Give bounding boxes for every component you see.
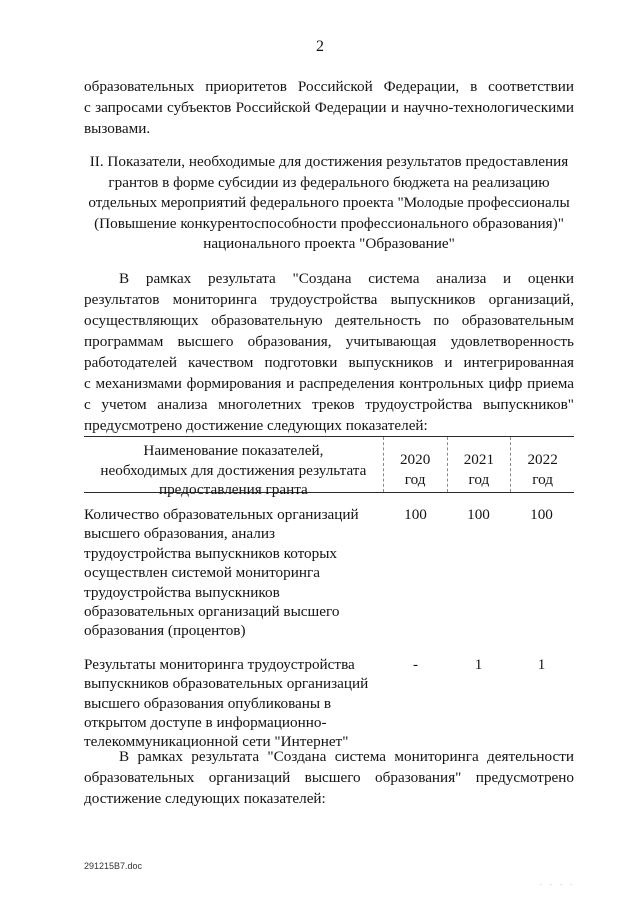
document-file-code: 291215В7.doc: [84, 861, 143, 871]
header-year-unit: год: [404, 470, 426, 488]
value-2020: 100: [404, 506, 427, 523]
text-line: осуществляющих образовательную деятельность по образовательным: [84, 312, 574, 329]
header-year-2021: [447, 437, 511, 492]
header-line: необходимых для достижения результата: [100, 461, 367, 479]
cell-line: трудоустройства выпускников которых: [84, 544, 338, 562]
text-line: В рамках результата "Создана система мониторинга деятельности: [119, 748, 574, 765]
header-year: 2021: [463, 451, 495, 468]
section-heading: [84, 152, 574, 255]
cell-line: выпускников образовательных организаций: [84, 675, 369, 693]
text-line: с механизмами формирования и распределения контрольных цифр приема: [84, 375, 574, 392]
text-line: образовательных приоритетов Российской Федерации, в соответствии: [84, 78, 574, 95]
header-year-2022: [510, 437, 574, 492]
value-2022: 1: [537, 655, 546, 673]
indicators-table: [84, 436, 574, 752]
heading-line: отдельных мероприятий федерального проекта "Молодые профессионалы: [88, 194, 570, 211]
page-number: 2: [316, 38, 324, 55]
paragraph-result-2: [84, 746, 574, 809]
cell-line: телекоммуникационной сети "Интернет": [84, 733, 349, 751]
header-line: Наименование показателей,: [143, 442, 324, 459]
cell-line: высшего образования опубликованы в: [84, 694, 332, 712]
scan-marks: . . . .: [540, 878, 575, 887]
text-line: с запросами субъектов Российской Федерации и научно-технологическими: [84, 99, 574, 116]
heading-line: грантов в форме субсидии из федерального бюджета на реализацию: [108, 173, 550, 191]
heading-line: (Повышение конкурентоспособности профессионального образования)": [94, 214, 564, 232]
header-year-unit: год: [532, 470, 553, 488]
indicator-name: [84, 505, 384, 641]
cell-line: образовательных организаций высшего: [84, 603, 340, 621]
cell-line: трудоустройства выпускников: [84, 583, 280, 601]
text-line: программам высшего образования, учитывающая удовлетворенность: [84, 333, 574, 350]
cell-line: открытом доступе в информационно-: [84, 714, 327, 732]
paragraph-continuation: [84, 76, 574, 139]
table-header: [84, 437, 574, 498]
indicator-name: [84, 655, 384, 752]
cell-line: высшего образования, анализ: [84, 525, 275, 543]
cell-line: образования (процентов): [84, 622, 246, 640]
value-2020: -: [412, 655, 419, 673]
header-year: 2022: [527, 451, 558, 468]
header-indicator-name: [84, 437, 383, 498]
cell-line: осуществлен системой мониторинга: [84, 564, 320, 582]
text-line: достижение следующих показателей:: [84, 790, 326, 807]
header-year-2020: [383, 437, 447, 492]
cell-line: Результаты мониторинга трудоустройства: [84, 655, 355, 673]
header-year: 2020: [399, 451, 431, 468]
value-2021: 100: [467, 506, 490, 523]
text-line: с учетом анализа многолетних треков трудоустройства выпускников": [84, 396, 574, 413]
value-2021: 1: [474, 655, 483, 673]
value-2022: 100: [530, 506, 553, 523]
text-line: вызовами.: [84, 120, 151, 137]
heading-line: национального проекта "Образование": [203, 235, 455, 252]
heading-line: II. Показатели, необходимые для достижения результатов предоставления: [89, 153, 569, 170]
text-line: результатов мониторинга трудоустройства выпускников организаций,: [84, 291, 574, 308]
table-row: [84, 505, 574, 641]
text-line: образовательных организаций высшего образования" предусмотрено: [84, 769, 574, 786]
paragraph-result-1: [84, 268, 574, 436]
text-line: предусмотрено достижение следующих показателей:: [84, 417, 428, 434]
table-row: [84, 655, 574, 752]
text-line: работодателей качеством подготовки выпускников и интегрированная: [84, 354, 574, 371]
header-line: предоставления гранта: [158, 481, 308, 498]
cell-line: Количество образовательных организаций: [84, 506, 359, 523]
header-year-unit: год: [468, 470, 490, 488]
text-line: В рамках результата "Создана система анализа и оценки: [119, 270, 574, 287]
